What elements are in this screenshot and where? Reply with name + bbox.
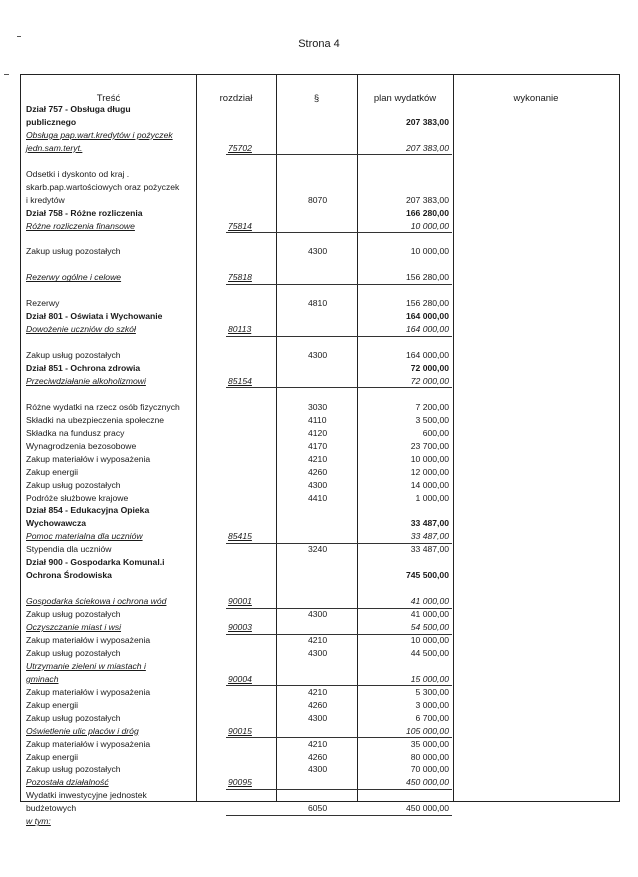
table-row bbox=[21, 168, 619, 181]
table-row bbox=[21, 194, 619, 207]
row-paragraf: 4300 bbox=[308, 712, 328, 723]
row-text: w tym: bbox=[26, 816, 51, 827]
row-text: Obsługa pap.wart.kredytów i pożyczek bbox=[26, 129, 173, 140]
row-text: Pomoc materialna dla uczniów bbox=[26, 531, 143, 542]
row-paragraf: 4210 bbox=[308, 686, 328, 697]
table-row bbox=[21, 142, 619, 155]
row-amount: 41 000,00 bbox=[410, 609, 449, 620]
page-header: Strona 4 bbox=[298, 38, 340, 50]
header-plan: plan wydatków bbox=[373, 93, 437, 104]
row-text: Oświetlenie ulic placów i dróg bbox=[26, 725, 139, 736]
row-amount: 41 000,00 bbox=[410, 596, 449, 607]
table-row bbox=[21, 479, 619, 492]
row-amount: 12 000,00 bbox=[410, 466, 449, 477]
table-row bbox=[21, 802, 619, 815]
table-row bbox=[21, 129, 619, 142]
row-amount: 166 280,00 bbox=[405, 207, 449, 218]
row-rozdzial: 90001 bbox=[228, 596, 252, 607]
row-text: jedn.sam.teryt. bbox=[26, 142, 83, 153]
row-paragraf: 4300 bbox=[308, 764, 328, 775]
row-paragraf: 4410 bbox=[308, 492, 328, 503]
row-text: Dział 801 - Oświata i Wychowanie bbox=[26, 311, 163, 322]
row-text: Zakup energii bbox=[26, 466, 79, 477]
row-text: Podróże służbowe krajowe bbox=[26, 492, 129, 503]
row-amount: 15 000,00 bbox=[410, 673, 449, 684]
row-rozdzial: 90003 bbox=[228, 622, 252, 632]
row-paragraf: 4210 bbox=[308, 453, 328, 464]
row-amount: 70 000,00 bbox=[410, 764, 449, 775]
table-row bbox=[21, 349, 619, 362]
table-row bbox=[21, 258, 619, 271]
table-row bbox=[21, 595, 619, 608]
row-rozdzial: 85415 bbox=[228, 531, 252, 542]
table-row bbox=[21, 608, 619, 621]
row-text: Różne rozliczenia finansowe bbox=[26, 220, 135, 231]
table-row bbox=[21, 453, 619, 466]
row-text: Rezerwy bbox=[26, 298, 60, 309]
table-row bbox=[21, 582, 619, 595]
scan-mark bbox=[4, 74, 9, 75]
row-amount: 72 000,00 bbox=[410, 363, 449, 373]
table-row bbox=[21, 427, 619, 440]
table-row bbox=[21, 815, 619, 828]
table-row bbox=[21, 220, 619, 233]
row-text: Zakup usług pozostałych bbox=[26, 246, 121, 257]
row-amount: 33 487,00 bbox=[410, 544, 449, 555]
row-text: skarb.pap.wartościowych oraz pożyczek bbox=[26, 181, 180, 192]
header-paragraf: § bbox=[313, 93, 320, 104]
row-paragraf: 4210 bbox=[308, 738, 328, 749]
table-row bbox=[21, 207, 619, 220]
row-amount: 164 000,00 bbox=[405, 350, 449, 361]
row-text: gminach bbox=[26, 673, 59, 684]
row-paragraf: 4300 bbox=[308, 350, 328, 361]
table-row bbox=[21, 569, 619, 582]
row-text: Dział 851 - Ochrona zdrowia bbox=[26, 363, 141, 373]
row-text: Zakup materiałów i wyposażenia bbox=[26, 686, 151, 697]
row-amount: 10 000,00 bbox=[410, 453, 449, 464]
row-text: Przeciwdziałanie alkoholizmowi bbox=[26, 375, 146, 386]
table-row bbox=[21, 789, 619, 802]
table-row bbox=[21, 233, 619, 246]
row-text: Zakup materiałów i wyposażenia bbox=[26, 738, 151, 749]
row-amount: 3 500,00 bbox=[415, 414, 449, 425]
row-paragraf: 8070 bbox=[308, 194, 328, 205]
table-row bbox=[21, 284, 619, 297]
table-row bbox=[21, 155, 619, 168]
row-text: Zakup usług pozostałych bbox=[26, 609, 121, 620]
row-rozdzial: 90015 bbox=[228, 725, 252, 736]
row-text: Zakup energii bbox=[26, 751, 79, 762]
row-paragraf: 4260 bbox=[308, 751, 328, 762]
row-text: Odsetki i dyskonto od kraj . bbox=[26, 168, 130, 179]
table-row bbox=[21, 776, 619, 789]
table-row bbox=[21, 634, 619, 647]
row-text: Dział 854 - Edukacyjna Opieka bbox=[26, 505, 150, 516]
row-text: Dowożenie uczniów do szkół bbox=[26, 324, 136, 335]
row-text: i kredytów bbox=[26, 194, 65, 205]
table-row bbox=[21, 712, 619, 725]
row-rozdzial: 80113 bbox=[228, 324, 252, 335]
table-row bbox=[21, 414, 619, 427]
row-amount: 164 000,00 bbox=[405, 324, 449, 335]
row-amount: 33 487,00 bbox=[410, 518, 449, 529]
expense-table bbox=[20, 74, 620, 827]
row-text: Zakup materiałów i wyposażenia bbox=[26, 634, 151, 645]
row-amount: 105 000,00 bbox=[405, 725, 449, 736]
row-amount: 207 383,00 bbox=[405, 142, 449, 153]
table-row bbox=[21, 388, 619, 401]
row-amount: 80 000,00 bbox=[410, 751, 449, 762]
row-amount: 450 000,00 bbox=[405, 777, 449, 788]
table-row bbox=[21, 297, 619, 310]
header-rozdzial: rozdział bbox=[219, 93, 253, 104]
row-amount: 600,00 bbox=[422, 427, 449, 438]
row-text: Zakup usług pozostałych bbox=[26, 712, 121, 723]
row-amount: 6 700,00 bbox=[415, 712, 449, 723]
row-rozdzial: 90004 bbox=[228, 673, 252, 684]
row-paragraf: 4300 bbox=[308, 246, 328, 257]
row-paragraf: 4210 bbox=[308, 634, 328, 645]
row-rozdzial: 75818 bbox=[228, 272, 252, 283]
row-text: publicznego bbox=[26, 116, 77, 127]
row-rozdzial: 85154 bbox=[228, 375, 252, 386]
row-text: Zakup usług pozostałych bbox=[26, 479, 121, 490]
row-paragraf: 4300 bbox=[308, 647, 328, 658]
row-paragraf: 4300 bbox=[308, 479, 328, 490]
row-amount: 33 487,00 bbox=[410, 531, 449, 542]
row-paragraf: 4260 bbox=[308, 699, 328, 710]
row-amount: 10 000,00 bbox=[410, 220, 449, 231]
table-row bbox=[21, 543, 619, 556]
row-amount: 450 000,00 bbox=[405, 803, 449, 814]
row-text: Zakup energii bbox=[26, 699, 79, 710]
row-amount: 156 280,00 bbox=[405, 272, 449, 283]
header-tresc: Treść bbox=[96, 93, 121, 104]
table-row bbox=[21, 556, 619, 569]
row-text: Gospodarka ściekowa i ochrona wód bbox=[26, 596, 167, 607]
row-text: Zakup usług pozostałych bbox=[26, 647, 121, 658]
table-row bbox=[21, 647, 619, 660]
header-wykonanie: wykonanie bbox=[513, 93, 559, 104]
row-text: Pozostała działalność bbox=[26, 777, 109, 788]
row-text: Zakup usług pozostałych bbox=[26, 350, 121, 361]
table-row bbox=[21, 673, 619, 686]
row-amount: 156 280,00 bbox=[405, 298, 449, 309]
table-row bbox=[21, 336, 619, 349]
table-row bbox=[21, 725, 619, 738]
row-text: Składki na ubezpieczenia społeczne bbox=[26, 414, 165, 425]
table-row bbox=[21, 103, 619, 116]
row-text: Wychowawcza bbox=[26, 518, 87, 529]
row-paragraf: 6050 bbox=[308, 803, 328, 814]
table-row bbox=[21, 738, 619, 751]
table-row bbox=[21, 751, 619, 764]
table-row bbox=[21, 271, 619, 284]
row-amount: 745 500,00 bbox=[405, 570, 449, 581]
table-row bbox=[21, 763, 619, 776]
row-rozdzial: 75814 bbox=[228, 220, 252, 231]
row-paragraf: 4110 bbox=[308, 414, 327, 425]
table-row bbox=[21, 116, 619, 129]
row-text: Ochrona Środowiska bbox=[26, 570, 112, 581]
row-amount: 207 383,00 bbox=[405, 116, 449, 127]
row-amount: 23 700,00 bbox=[410, 440, 449, 451]
row-text: budżetowych bbox=[26, 803, 77, 814]
table-row bbox=[21, 362, 619, 375]
row-amount: 207 383,00 bbox=[405, 194, 449, 205]
row-paragraf: 4810 bbox=[308, 298, 328, 309]
scan-mark bbox=[17, 36, 21, 37]
table-row bbox=[21, 375, 619, 388]
row-amount: 5 300,00 bbox=[415, 686, 449, 697]
row-text: Zakup materiałów i wyposażenia bbox=[26, 453, 151, 464]
table-row bbox=[21, 245, 619, 258]
row-amount: 10 000,00 bbox=[410, 634, 449, 645]
row-amount: 7 200,00 bbox=[415, 401, 449, 412]
row-amount: 3 000,00 bbox=[415, 699, 449, 710]
table-row bbox=[21, 517, 619, 530]
row-text: Utrzymanie zieleni w miastach i bbox=[26, 660, 146, 671]
table-row bbox=[21, 492, 619, 505]
table-row bbox=[21, 440, 619, 453]
table-row bbox=[21, 660, 619, 673]
row-amount: 10 000,00 bbox=[410, 246, 449, 257]
row-amount: 14 000,00 bbox=[410, 479, 449, 490]
table-row bbox=[21, 401, 619, 414]
row-rozdzial: 90095 bbox=[228, 777, 252, 788]
row-amount: 1 000,00 bbox=[415, 492, 449, 503]
row-amount: 54 500,00 bbox=[410, 622, 449, 632]
row-rozdzial: 75702 bbox=[228, 142, 252, 153]
table-row bbox=[21, 310, 619, 323]
table-row bbox=[21, 530, 619, 543]
row-text: Wynagrodzenia bezosobowe bbox=[26, 440, 137, 451]
table-row bbox=[21, 621, 619, 634]
row-amount: 44 500,00 bbox=[410, 647, 449, 658]
row-text: Dział 758 - Różne rozliczenia bbox=[26, 207, 143, 218]
row-paragraf: 3030 bbox=[308, 401, 328, 412]
row-amount: 35 000,00 bbox=[410, 738, 449, 749]
table-row bbox=[21, 699, 619, 712]
row-text: Stypendia dla uczniów bbox=[26, 544, 112, 555]
row-text: Składka na fundusz pracy bbox=[26, 427, 125, 438]
row-paragraf: 4120 bbox=[308, 427, 328, 438]
row-paragraf: 4300 bbox=[308, 609, 328, 620]
table-row bbox=[21, 181, 619, 194]
row-text: Wydatki inwestycyjne jednostek bbox=[26, 790, 147, 801]
row-text: Oczyszczanie miast i wsi bbox=[26, 622, 122, 632]
table-row bbox=[21, 323, 619, 336]
table-row bbox=[21, 504, 619, 517]
row-text: Dział 757 - Obsługa długu bbox=[26, 104, 131, 114]
row-text: Dział 900 - Gospodarka Komunal.i bbox=[26, 557, 165, 568]
row-amount: 164 000,00 bbox=[405, 311, 449, 322]
row-amount: 72 000,00 bbox=[410, 375, 449, 386]
row-paragraf: 4170 bbox=[308, 440, 328, 451]
row-text: Zakup usług pozostałych bbox=[26, 764, 121, 775]
row-text: Rezerwy ogólne i celowe bbox=[26, 272, 122, 283]
row-paragraf: 4260 bbox=[308, 466, 328, 477]
row-paragraf: 3240 bbox=[308, 544, 328, 555]
table-row bbox=[21, 686, 619, 699]
row-text: Różne wydatki na rzecz osób fizycznych bbox=[26, 401, 180, 412]
table-row bbox=[21, 466, 619, 479]
